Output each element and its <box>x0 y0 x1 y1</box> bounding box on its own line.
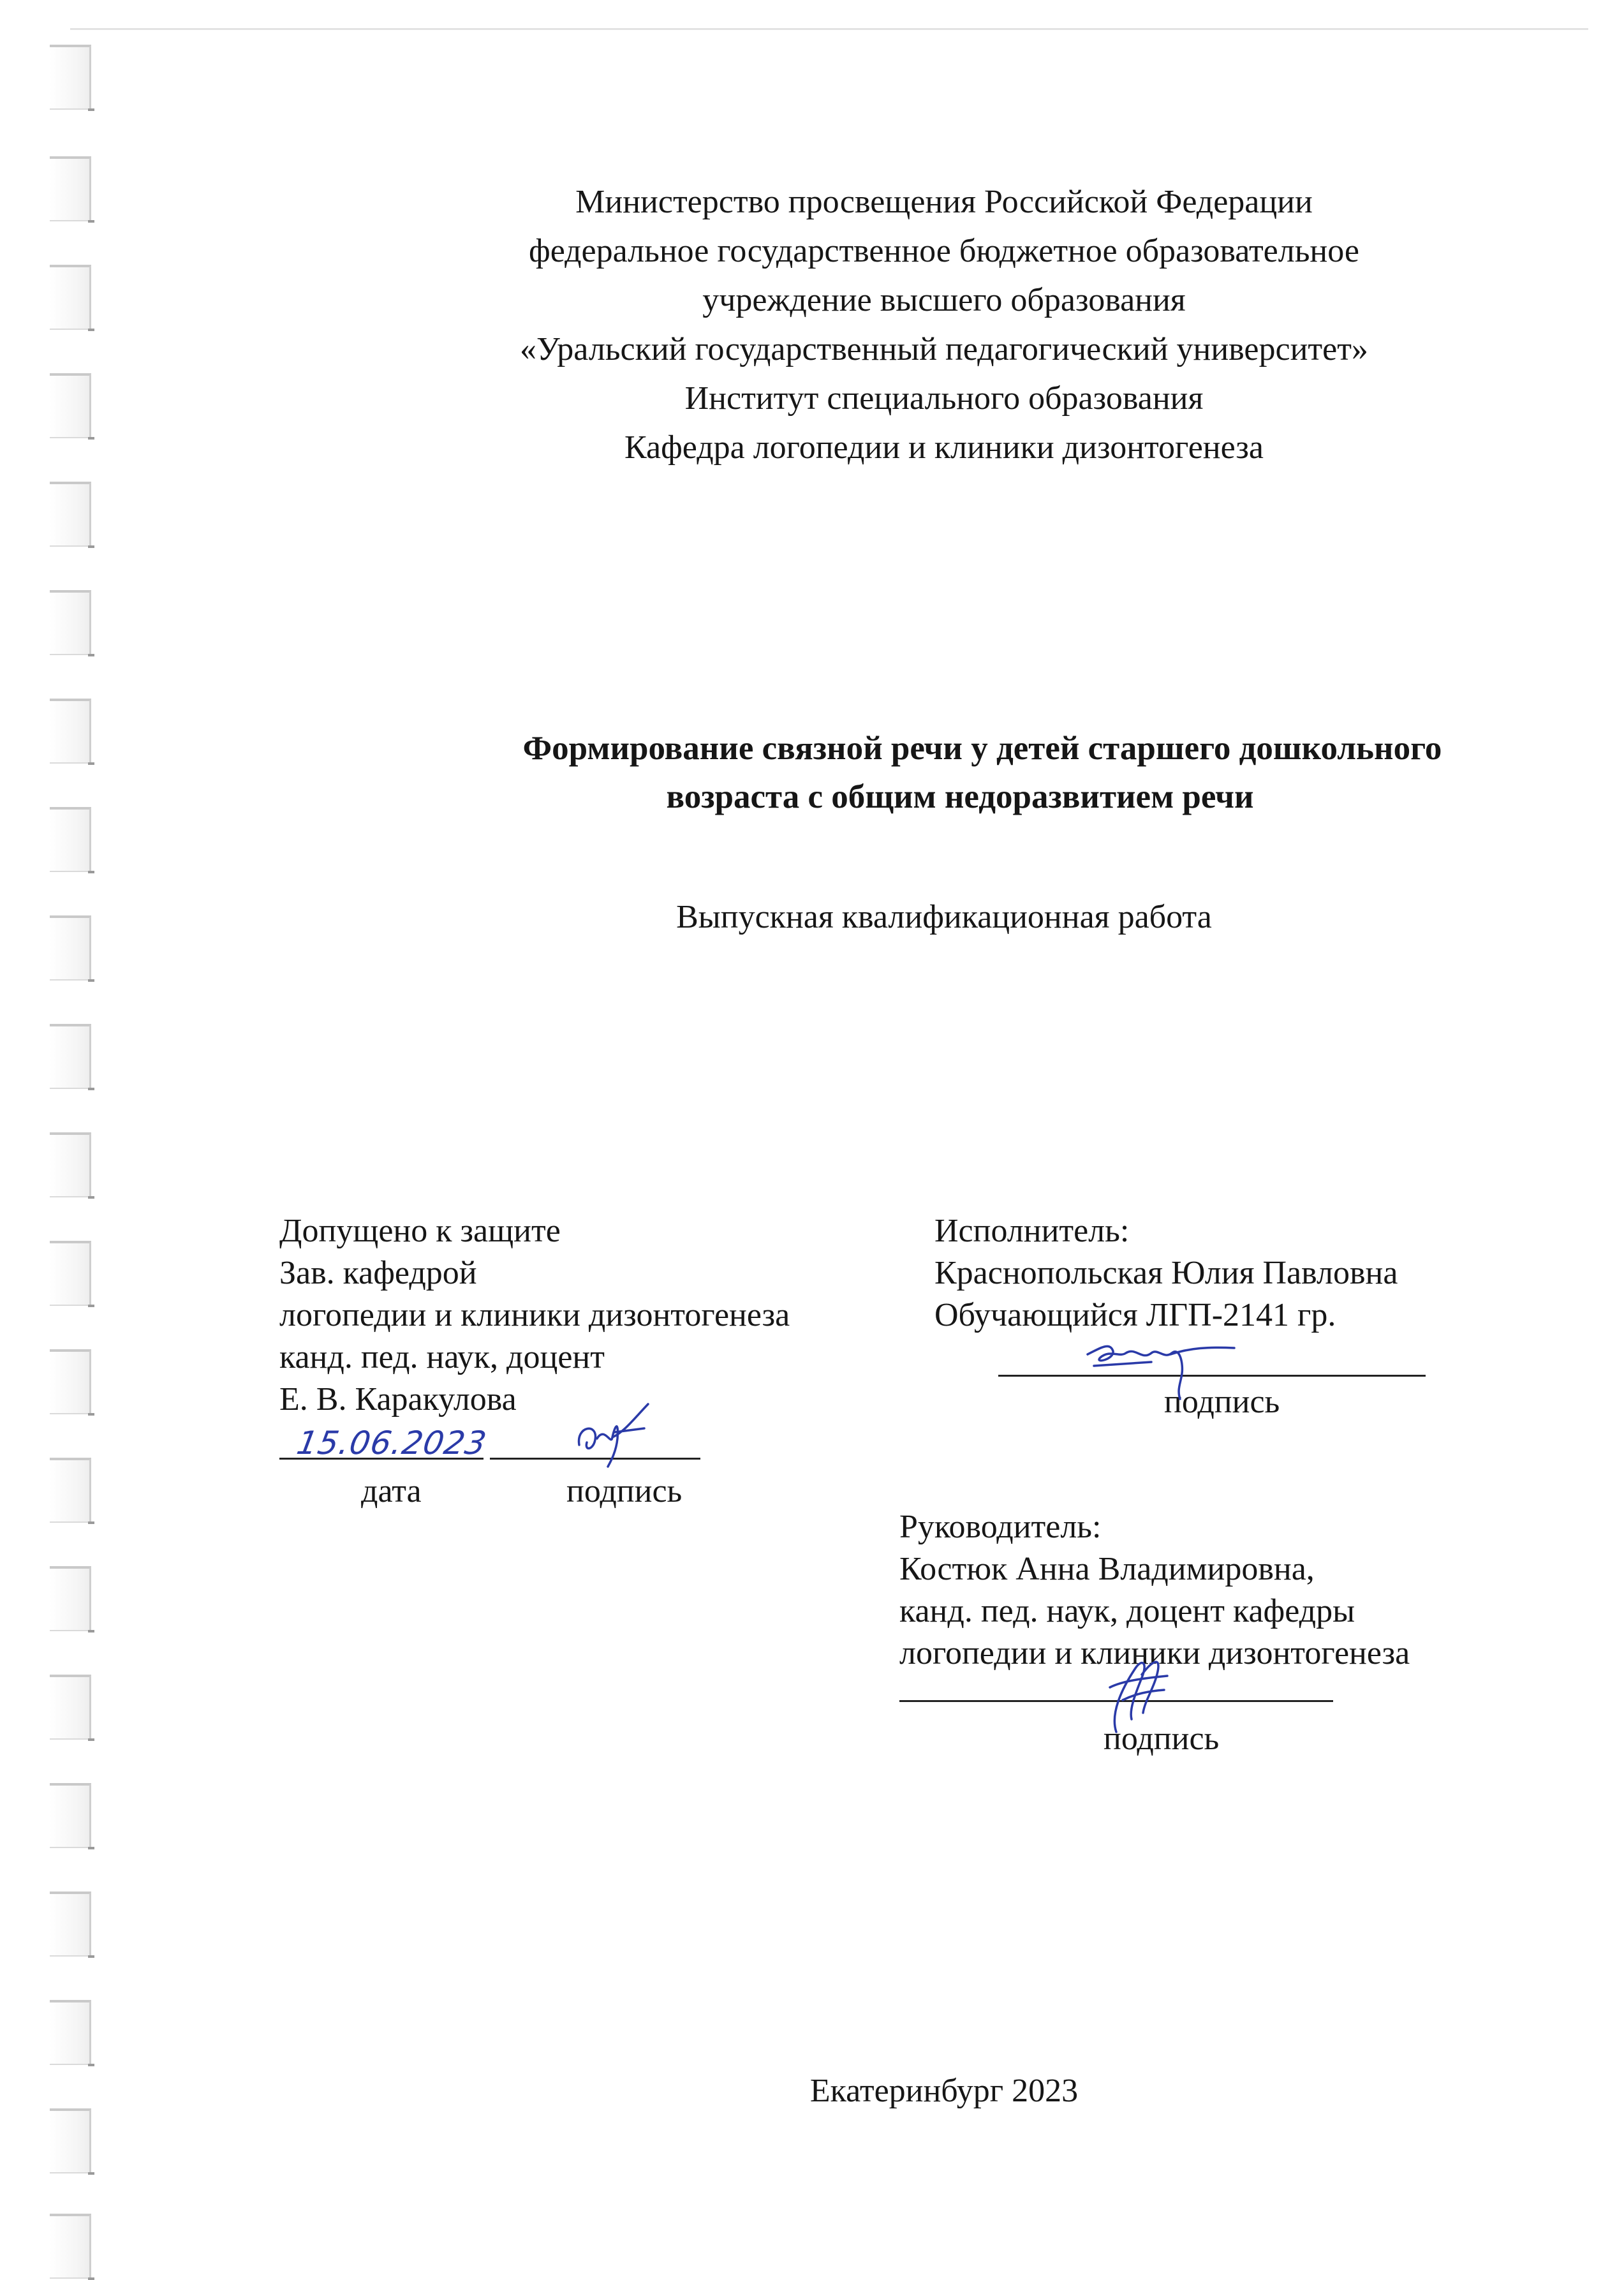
date-caption: дата <box>361 1473 422 1509</box>
supervisor-signature-row <box>899 1675 1569 1717</box>
executor-group: Обучающийся ЛГП-2141 гр. <box>934 1297 1336 1333</box>
approval-signature-row <box>279 1425 904 1470</box>
scan-edge-line <box>70 28 1588 30</box>
supervisor-signature-icon <box>1084 1649 1180 1738</box>
institution-header <box>357 177 1531 472</box>
binding-hole <box>50 1566 91 1631</box>
binding-hole <box>50 1349 91 1414</box>
supervisor-signature-caption: подпись <box>1104 1721 1220 1757</box>
binding-hole <box>50 1458 91 1523</box>
date-line <box>279 1458 484 1460</box>
binding-hole <box>50 45 91 110</box>
education-level-line: учреждение высшего образования <box>702 282 1186 318</box>
binding-hole <box>50 699 91 764</box>
binding-hole <box>50 1241 91 1306</box>
binding-hole <box>50 915 91 981</box>
executor-name: Краснопольская Юлия Павловна <box>934 1255 1398 1291</box>
thesis-title <box>357 724 1531 821</box>
binding-hole <box>50 2000 91 2065</box>
signature-caption: подпись <box>566 1473 683 1509</box>
supervisor-degree: канд. пед. наук, доцент кафедры <box>899 1593 1355 1629</box>
approval-position: Зав. кафедрой <box>279 1255 477 1291</box>
binding-hole <box>50 373 91 438</box>
executor-block <box>934 1210 1572 1423</box>
approval-block <box>279 1210 904 1513</box>
executor-signature-icon <box>1075 1329 1241 1405</box>
binding-hole <box>50 807 91 872</box>
institute-name: Институт специального образования <box>684 380 1204 417</box>
work-type: Выпускная квалификационная работа <box>676 899 1212 935</box>
supervisor-name: Костюк Анна Владимировна, <box>899 1551 1315 1587</box>
approval-department: логопедии и клиники дизонтогенеза <box>279 1297 790 1333</box>
binding-hole <box>50 2214 91 2279</box>
binding-hole <box>50 1891 91 1957</box>
approval-degree: канд. пед. наук, доцент <box>279 1339 605 1375</box>
approval-heading: Допущено к защите <box>279 1213 561 1249</box>
approval-signature-icon <box>573 1400 656 1470</box>
handwritten-date: 15.06.2023 <box>293 1425 490 1462</box>
supervisor-department: логопедии и клиники дизонтогенеза <box>899 1635 1410 1671</box>
university-name: «Уральский государственный педагогический университет» <box>520 331 1368 367</box>
thesis-title-line-1: Формирование связной речи у детей старшего дошкольного <box>522 730 1442 767</box>
executor-heading: Исполнитель: <box>934 1213 1130 1249</box>
binding-hole <box>50 590 91 655</box>
thesis-title-line-2: возраста с общим недоразвитием речи <box>666 778 1254 815</box>
approval-name: Е. В. Каракулова <box>279 1381 517 1418</box>
binding-hole <box>50 482 91 547</box>
binding-hole <box>50 1132 91 1197</box>
supervisor-heading: Руководитель: <box>899 1509 1102 1545</box>
binding-hole <box>50 1783 91 1848</box>
binding-hole <box>50 156 91 221</box>
approval-caption-row <box>279 1470 904 1513</box>
ministry-line: Министерство просвещения Российской Федерации <box>575 184 1313 220</box>
binding-hole <box>50 265 91 330</box>
supervisor-block <box>899 1506 1569 1760</box>
city-year: Екатеринбург 2023 <box>809 2073 1079 2109</box>
binding-hole <box>50 1675 91 1740</box>
executor-signature-caption: подпись <box>1164 1384 1280 1420</box>
binding-hole <box>50 2108 91 2173</box>
binding-hole <box>50 1024 91 1089</box>
institution-type-line: федеральное государственное бюджетное образовательное <box>529 233 1359 269</box>
executor-signature-row <box>934 1336 1572 1381</box>
department-name: Кафедра логопедии и клиники дизонтогенеза <box>624 429 1264 466</box>
binding-holes <box>0 0 108 2267</box>
